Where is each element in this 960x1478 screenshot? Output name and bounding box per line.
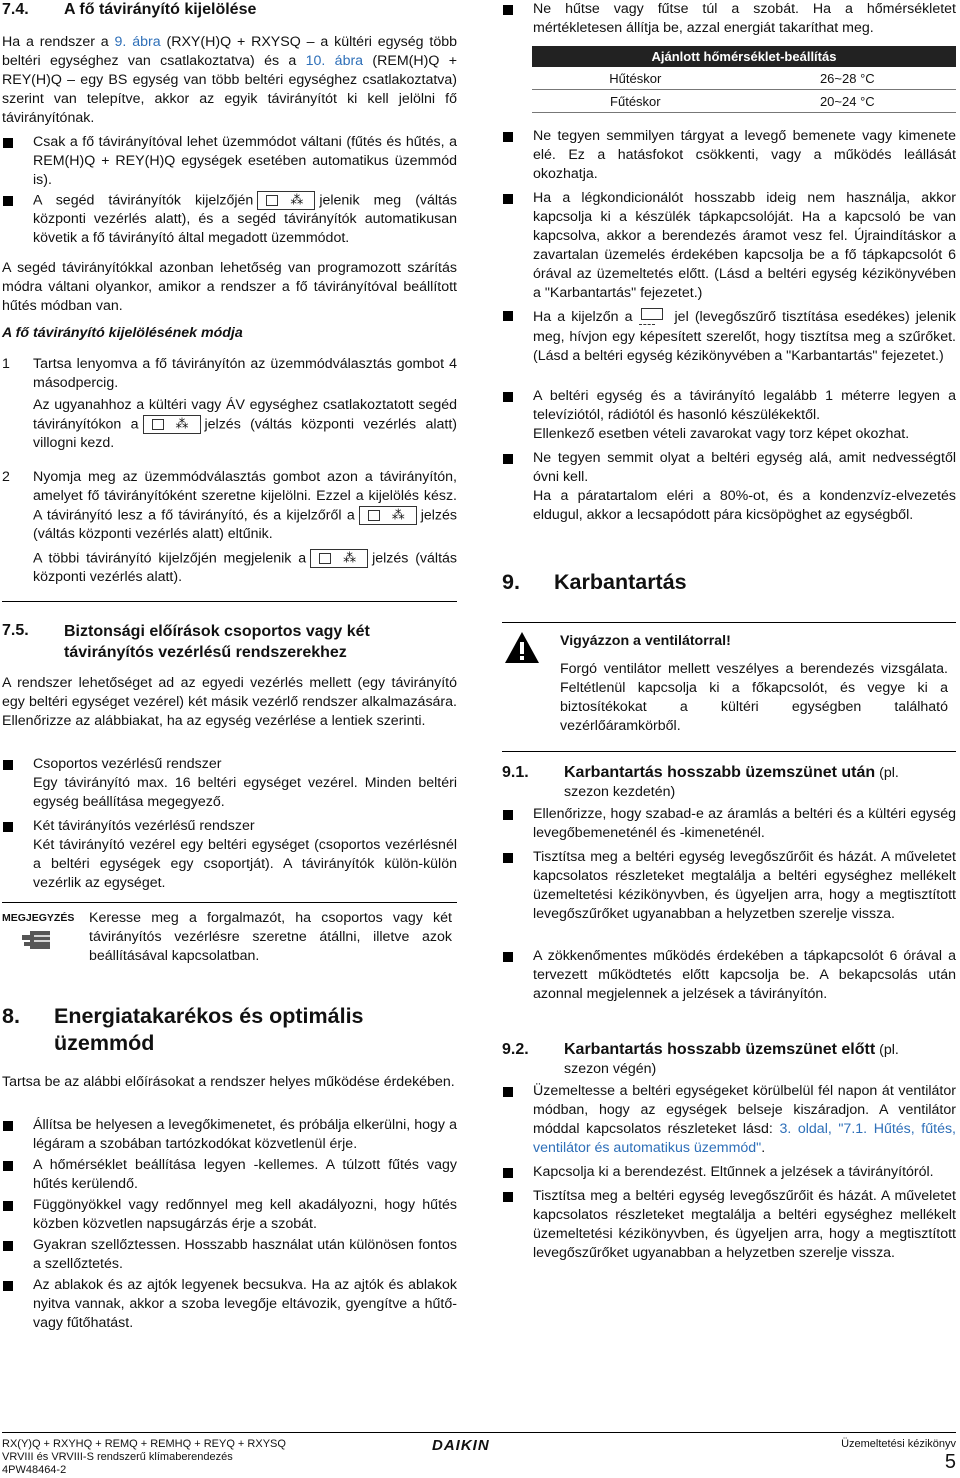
section-number: 7.5. xyxy=(2,622,29,639)
warning-text: Forgó ventilátor mellett veszélyes a berendezés vizsgálata. Feltétlenül kapcsolja ki a főkapcsolót, és vegye ki a biztosítékokat a kültéri egységben található vezérlőáramkörből. xyxy=(560,661,948,734)
list-item: Állítsa be helyesen a levegőkimenetet, és próbálja elkerülni, hogy a légáram a szobában tartózkodókat közvetlenül érje. xyxy=(2,1116,457,1154)
list-item: A hőmérséklet beállítása legyen -kellemes. A túlzott fűtés vagy hűtés kerülendő. xyxy=(2,1156,457,1194)
warning-title: Vigyázzon a ventilátorral! xyxy=(560,633,731,649)
list-item: Ha a légkondicionálót hosszabb ideig nem használja, akkor kapcsolja ki a készülék tápkapcsolóját. Ha a kapcsoló be van kapcsolva, akkor a berendezés áramot vesz fel. Újraindításkor a zavartalan üzemelés érdekében kapcsolja be a fő tápkapcsolót 6 órával az üzemeltetés előtt. (Lásd a beltéri egység kézikönyvében a "Karbantartás" fejezetet.) xyxy=(502,189,956,303)
list-item: A zökkenőmentes működés érdekében a tápkapcsolót 6 órával a tervezett működtetés előtt kapcsolja be. A bekapcsolás után azonnal megjelennek a jelzések a távirányítón. xyxy=(502,947,956,1004)
figure-link-10[interactable]: 10. ábra xyxy=(305,53,364,69)
footer-code: 4PW48464-2 xyxy=(2,1464,67,1476)
section-9-heading xyxy=(502,569,956,596)
central-control-icon xyxy=(257,191,315,210)
list-item: Az ablakok és az ajtók legyenek becsukva. Ha az ajtók és ablakok nyitva vannak, akkor a szoba levegője eltávozik, gyengítve a hűtő- vagy fűtőhatást. xyxy=(2,1276,457,1333)
list-item: Ne tegyen semmilyen tárgyat a levegő bemenete vagy kimenete elé. Ez a hatásfokot csökkenti, vagy a működés leállását okozhatja. xyxy=(502,127,956,184)
daikin-logo: DAIKIN xyxy=(432,1437,490,1454)
hand-icon xyxy=(20,927,54,953)
step-2: 2 Nyomja meg az üzemmódválasztás gombot azon a távirányítón, amelyet fő távirányítóként szeretne kijelölni. Ezzel a kijelölés kész. A távirányító lesz a fő távirányító, és a kijelzőről a⁂ jelzés (váltás központi vezérlés alatt) eltűnik. xyxy=(2,468,457,544)
table-row: Hűtéskor 26~28 °C xyxy=(532,67,956,90)
list-item: Kapcsolja ki a berendezést. Eltűnnek a jelzések a távirányítóról. xyxy=(502,1163,956,1182)
section-title: Biztonsági előírások csoportos vagy két távirányítós vezérlésű rendszerekhez xyxy=(64,623,370,661)
section-7-5-heading xyxy=(2,621,457,661)
filter-clean-icon xyxy=(637,306,671,328)
step-1: 1 Tartsa lenyomva a fő távirányítón az üzemmódválasztás gombot 4 másodpercig. xyxy=(2,356,457,391)
section-9-2-heading: 9.2. Karbantartás hosszabb üzemszünet előtt (pl. szezon végén) xyxy=(502,1041,899,1077)
list-item: Függönyökkel vagy redőnnyel meg kell akadályozni, hogy hűtés közben közvetlen napsugárzás érje a szobát. xyxy=(2,1196,457,1234)
section-number: 8. xyxy=(2,1004,20,1028)
table-header: Ajánlott hőmérséklet-beállítás xyxy=(532,46,956,67)
central-control-icon xyxy=(143,415,201,434)
intro-paragraph: Ha a rendszer a 9. ábra (RXY(H)Q + RXYSQ – a kültéri egység több beltéri egységhez van csatlakoztatva) és a 10. ábra (REM(H)Q + REY(H)Q – egy BS egység van több beltéri egységhez csatlakoztatva) szerint van telepítve, akkor az egyik távirányítót ki kell jelölni fő távirányítónak. xyxy=(2,34,458,126)
section-title: Karbantartás xyxy=(554,570,687,594)
list-item: Ne tegyen semmit olyat a beltéri egység alá, amit nedvességtől óvni kell. Ha a páratartalom eléri a 80%-ot, és a kondenzvíz-elvezetés eldugul, akkor a lecsapódott pára kicsöpöghet az egységből. xyxy=(502,449,956,525)
footer-system: VRVIII és VRVIII-S rendszerű klímaberendezés xyxy=(2,1451,233,1463)
central-control-icon xyxy=(310,549,368,568)
subheading: A fő távirányító kijelölésének módja xyxy=(2,325,243,341)
note-block xyxy=(2,902,457,964)
list-item: Gyakran szellőztessen. Hosszabb használat után különösen fontos a szellőztetés. xyxy=(2,1236,457,1274)
list-item: Csak a fő távirányítóval lehet üzemmódot váltani (fűtés és hűtés, a REM(H)Q + REY(H)Q egységek esetében automatikus üzemmód is). xyxy=(2,133,457,190)
warning-block xyxy=(502,622,956,752)
footer-divider xyxy=(2,1432,956,1433)
section-number: 9. xyxy=(502,570,520,594)
section-number: 9.1. xyxy=(502,764,529,781)
section-9-1-heading: 9.1. Karbantartás hosszabb üzemszünet után (pl. szezon kezdetén) xyxy=(502,764,899,800)
note-label: MEGJEGYZÉS xyxy=(2,912,75,924)
note-text: Keresse meg a forgalmazót, ha csoportos vagy két távirányítós vezérlésre szeretne átállni, illetve azok beállításával kapcsolatban. xyxy=(89,910,452,964)
paragraph: A segéd távirányítókkal azonban lehetőség van programozott szárítás módra váltani olyankor, amikor a rendszer a fő távirányítóval beállított hűtés módban van. xyxy=(2,260,457,314)
footer-left xyxy=(2,1438,302,1477)
list-item: Ha a kijelzőn a jel (levegőszűrő tisztítása esedékes) jelenik meg, hívjon egy képesített szerelőt, hogy tisztítsa meg a szűrőket. (Lásd a beltéri egység kézikönyvében a "Karbantartás" fejezetet.) xyxy=(502,306,956,366)
list-item: Üzemeltesse a beltéri egységeket körülbelül fél napon át ventilátor módban, hogy az egységek belseje kiszáradjon. A ventilátor móddal kapcsolatos részleteket lásd: 3. oldal, "7.1. Hűtés, fűtés, ventilátor és automatikus üzemmód". xyxy=(502,1082,956,1158)
list-item: A beltéri egység és a távirányító legalább 1 méterre legyen a televíziótól, rádiótól és hasonló készülékektől. Ellenkező esetben vételi zavarokat vagy torz képet okozhat. xyxy=(502,387,956,444)
paragraph: A rendszer lehetőséget ad az egyedi vezérlés mellett (egy távirányító egy beltéri egységet vezérel) két másik vezérlő rendszer alkalmazására. Ellenőrizze az alábbiakat, ha az egység vezérlése a lentiek szerinti. xyxy=(2,675,457,729)
list-item: Ne hűtse vagy fűtse túl a szobát. Ha a hőmérsékletet mértékletesen állítja be, azzal energiát takaríthat meg. xyxy=(502,0,956,38)
central-control-icon xyxy=(359,506,417,525)
section-8-heading: 8. Energiatakarékos és optimális üzemmód xyxy=(2,1004,364,1055)
page-number: 5 xyxy=(944,1451,956,1473)
footer-doc-title: Üzemeltetési kézikönyv xyxy=(841,1438,956,1450)
list-item: Két távirányítós vezérlésű rendszer Két távirányító vezérel egy beltéri egységet (csoportos vezérlésnél a beltéri egységek egy csoportját). A távirányítók külön-külön vezérlik az egységet. xyxy=(2,817,457,893)
figure-link-9[interactable]: 9. ábra xyxy=(114,34,161,50)
footer-models: RX(Y)Q + RXYHQ + REMQ + REMHQ + REYQ + RXYSQ xyxy=(2,1438,286,1450)
list-item: Tisztítsa meg a beltéri egység levegőszűrőit és házát. A műveletet kapcsolatos részleteket megtalálja a beltéri egységhez mellékelt üzemeltetési kézikönyvben, és ügyeljen arra, hogy a megtisztított levegőszűrőket ugyanabban a helyzetben szerelje vissza. xyxy=(502,1187,956,1263)
section-number: 9.2. xyxy=(502,1041,529,1058)
list-item: Csoportos vezérlésű rendszer Egy távirányító max. 16 beltéri egységet vezérel. Minden beltéri egység beállítása megegyező. xyxy=(2,755,457,812)
section-number: 7.4. xyxy=(2,1,29,18)
cross-reference-link[interactable]: 3. oldal, "7.1. Hűtés, fűtés, ventilátor és automatikus üzemmód" xyxy=(533,1121,956,1156)
temperature-table xyxy=(532,46,956,113)
list-item: Ellenőrizze, hogy szabad-e az áramlás a beltéri és a kültéri egység levegőbemeneténél és -kimeneténél. xyxy=(502,805,956,843)
table-row: Fűtéskor 20~24 °C xyxy=(532,90,956,113)
paragraph: Tartsa be az alábbi előírásokat a rendszer helyes működése érdekében. xyxy=(2,1074,455,1090)
list-item: Tisztítsa meg a beltéri egység levegőszűrőit és házát. A műveletet kapcsolatos részleteket megtalálja a beltéri egységhez mellékelt üzemeltetési kézikönyvben, és ügyeljen arra, hogy a megtisztított levegőszűrőket ugyanabban a helyzetben szerelje vissza. xyxy=(502,848,956,924)
step-2-detail: A többi távirányító kijelzőjén megjelenik a⁂ jelzés (váltás központi vezérlés alatt). xyxy=(33,549,457,587)
step-1-detail: Az ugyanahhoz a kültéri vagy ÁV egységhez csatlakoztatott segéd távirányítókon a⁂ jelzés (váltás központi vezérlés alatt) villogni kezd. xyxy=(33,396,457,453)
section-7-4-heading xyxy=(2,0,457,19)
section-title: A fő távirányító kijelölése xyxy=(64,1,257,18)
divider xyxy=(2,601,457,602)
warning-icon xyxy=(504,631,540,665)
list-item: A segéd távirányítók kijelzőjén⁂ jelenik meg (váltás központi vezérlés alatt), és a segéd távirányítók automatikusan követik a fő távirányító által megadott üzemmódot. xyxy=(2,191,457,248)
